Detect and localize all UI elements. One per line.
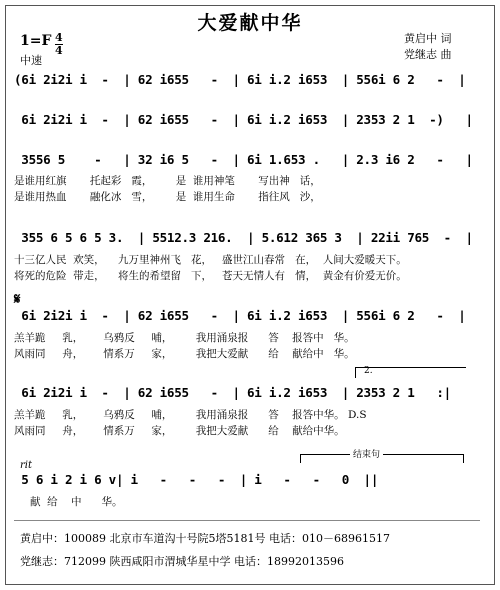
key-signature: 1=F bbox=[20, 33, 52, 49]
time-signature-bottom: 4 bbox=[55, 44, 63, 57]
volta-bracket bbox=[355, 367, 466, 378]
volta-label: 2. bbox=[364, 366, 373, 376]
melody-line: 3556 5 - | 32 i6 5 - | 6i 1.653 . | 2.3 i6 2 - | bbox=[14, 152, 473, 167]
lyrics-verse-1: 羔羊跪 乳， 乌鸦反 哺， 我用涌泉报 答 报答中华。 D.S bbox=[14, 409, 367, 421]
melody-line: 5 6 i 2 i 6 v| i - - - | i - - 0 || bbox=[14, 472, 379, 487]
footer-contact-lyricist: 黄启中：100089 北京市车道沟十号院5塔5181号 电话：010－68961517 bbox=[20, 532, 390, 545]
footer-contact-composer: 党继志：712099 陕西咸阳市渭城华星中学 电话：18992013596 bbox=[20, 555, 344, 568]
lyricist-credit: 黄启中 词 bbox=[404, 32, 452, 45]
melody-line: 6i 2i2i i - | 62 i655 - | 6i i.2 i653 | 556i 6 2 - | bbox=[14, 308, 466, 323]
composer-credit: 党继志 曲 bbox=[404, 48, 452, 61]
time-signature-top: 4 bbox=[55, 31, 63, 44]
lyrics-verse-2: 是谁用热血 融化冰 雪， 是 谁用生命 指往风 沙， bbox=[14, 191, 321, 203]
lyrics-verse-1: 羔羊跪 乳， 乌鸦反 哺， 我用涌泉报 答 报答中 华。 bbox=[14, 332, 355, 344]
lyrics-verse-1: 十三亿人民 欢笑， 九万里神州飞 花， 盛世江山春常 在， 人间大爱暖天下。 bbox=[14, 254, 407, 266]
melody-line: (6i 2i2i i - | 62 i655 - | 6i i.2 i653 | 556i 6 2 - | bbox=[14, 72, 466, 87]
lyrics-verse-1: 是谁用红旗 托起彩 霞， 是 谁用神笔 写出神 话， bbox=[14, 175, 321, 187]
melody-line: 355 6 5 6 5 3. | 5512.3 216. | 5.612 365 3 | 22ii 765 - | bbox=[14, 230, 473, 245]
time-signature bbox=[55, 33, 63, 56]
melody-line: 6i 2i2i i - | 62 i655 - | 6i i.2 i653 | 2353 2 1 -) | bbox=[14, 112, 473, 127]
divider bbox=[14, 520, 480, 521]
rit-marking: rit bbox=[20, 460, 32, 471]
ending-label: 结束句 bbox=[350, 447, 383, 460]
melody-line: 6i 2i2i i - | 62 i655 - | 6i i.2 i653 | 2353 2 1 :| bbox=[14, 385, 451, 400]
song-title: 大爱献中华 bbox=[197, 12, 303, 34]
lyrics-ending: 献 给 中 华。 bbox=[30, 496, 123, 508]
lyrics-verse-2: 风雨同 舟， 情系万 家， 我把大爱献 给 献给中华。 bbox=[14, 425, 345, 437]
lyrics-verse-2: 将死的危险 带走， 将生的希望留 下， 苍天无情人有 情， 黄金有价爱无价。 bbox=[14, 270, 407, 282]
lyrics-verse-2: 风雨同 舟， 情系万 家， 我把大爱献 给 献给中 华。 bbox=[14, 348, 355, 360]
segno-sign: 𝄋 bbox=[14, 290, 21, 308]
tempo-marking: 中速 bbox=[20, 54, 42, 67]
